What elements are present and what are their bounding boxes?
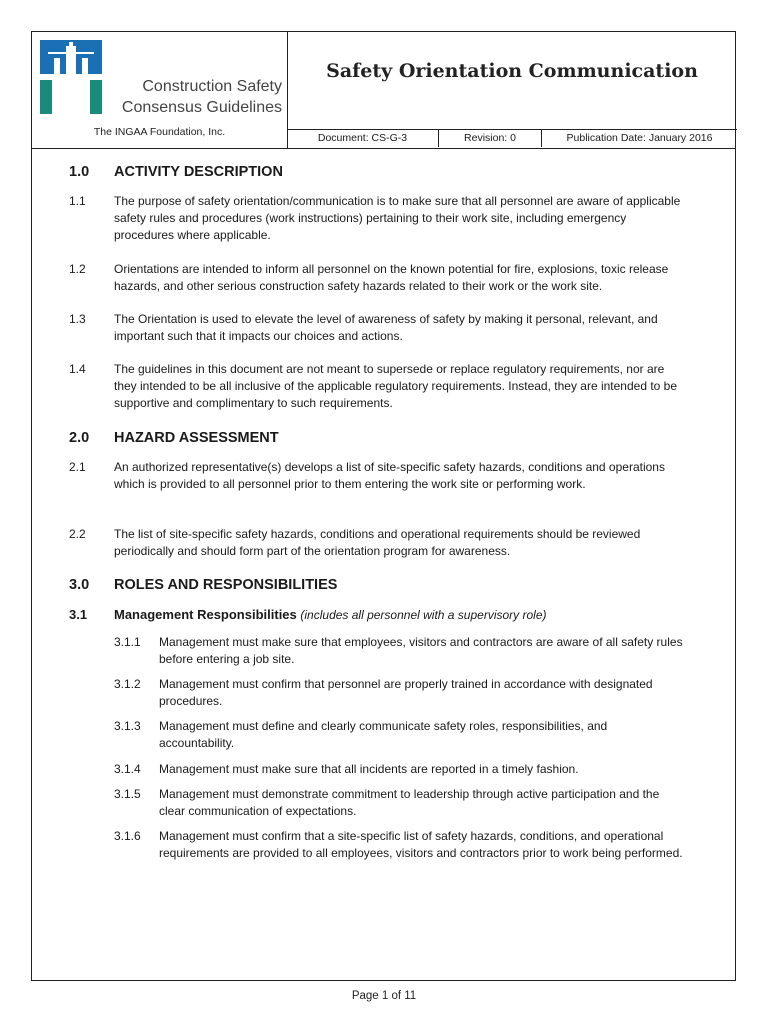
section-title: ROLES AND RESPONSIBILITIES bbox=[114, 577, 338, 593]
org-title-line1: Construction Safety bbox=[142, 78, 282, 95]
document-frame bbox=[31, 31, 736, 981]
document-meta-row bbox=[287, 129, 737, 148]
paragraph-text: An authorized representative(s) develops a list of site-specific safety hazards, conditions and operations which is provided to all personnel prior to them entering the work site or performing work. bbox=[114, 460, 665, 491]
ingaa-logo-icon bbox=[40, 40, 102, 114]
section-title: ACTIVITY DESCRIPTION bbox=[114, 164, 283, 180]
section-heading bbox=[69, 430, 279, 446]
logo-cell bbox=[32, 32, 288, 148]
paragraph-text: Orientations are intended to inform all personnel on the known potential for fire, explosions, toxic release hazards, and other serious construction safety hazards related to their work or the work site. bbox=[114, 262, 669, 293]
item-text: Management must make sure that all incidents are reported in a timely fashion. bbox=[159, 762, 579, 776]
paragraph-number: 1.2 bbox=[69, 262, 86, 276]
page-number: Page 1 of 11 bbox=[351, 990, 417, 1002]
document-header bbox=[32, 32, 735, 149]
revision-number: Revision: 0 bbox=[439, 130, 542, 147]
subsection-heading bbox=[69, 607, 547, 622]
item-text: Management must confirm that personnel are properly trained in accordance with designated procedures. bbox=[159, 677, 653, 708]
subsection-note: (includes all personnel with a supervisory role) bbox=[300, 608, 547, 622]
section-number: 2.0 bbox=[69, 430, 90, 446]
paragraph-number: 1.3 bbox=[69, 312, 86, 326]
foundation-name: The INGAA Foundation, Inc. bbox=[93, 126, 226, 138]
section-number: 1.0 bbox=[69, 164, 90, 180]
item-text: Management must define and clearly communicate safety roles, responsibilities, and accountability. bbox=[159, 719, 608, 750]
subsection-title: Management Responsibilities bbox=[114, 607, 297, 622]
publication-date: Publication Date: January 2016 bbox=[566, 132, 713, 144]
item-number: 3.1.5 bbox=[114, 787, 141, 801]
paragraph-number: 1.4 bbox=[69, 362, 86, 376]
section-heading bbox=[69, 577, 337, 593]
paragraph-text: The Orientation is used to elevate the level of awareness of safety by making it personal, relevant, and important such that it impacts our choices and actions. bbox=[114, 312, 658, 343]
document-number: Document: CS-G-3 bbox=[287, 130, 439, 147]
item-number: 3.1.1 bbox=[114, 635, 141, 649]
section-heading bbox=[69, 164, 283, 180]
item-number: 3.1.2 bbox=[114, 677, 141, 691]
section-number: 3.0 bbox=[69, 577, 90, 593]
paragraph-number: 2.2 bbox=[69, 527, 86, 541]
item-number: 3.1.6 bbox=[114, 829, 141, 843]
org-title bbox=[114, 76, 282, 118]
section-title: HAZARD ASSESSMENT bbox=[114, 430, 279, 446]
item-text: Management must make sure that employees, visitors and contractors are aware of all safety rules before entering a job site. bbox=[159, 635, 683, 666]
item-text: Management must demonstrate commitment to leadership through active participation and the clear communication of expectations. bbox=[159, 787, 660, 818]
org-title-line2: Consensus Guidelines bbox=[121, 99, 282, 116]
item-text: Management must confirm that a site-specific list of safety hazards, conditions, and operational requirements are provided to all employees, visitors and contractors prior to work being performed. bbox=[159, 829, 683, 860]
item-number: 3.1.4 bbox=[114, 762, 141, 776]
paragraph-text: The purpose of safety orientation/communication is to make sure that all personnel are aware of applicable safety rules and procedures (work instructions) pertaining to their work site, including emergency procedures where applicable. bbox=[114, 194, 681, 242]
subsection-number: 3.1 bbox=[69, 607, 88, 622]
document-title: Safety Orientation Communication bbox=[326, 60, 698, 82]
paragraph-number: 1.1 bbox=[69, 194, 86, 208]
paragraph-number: 2.1 bbox=[69, 460, 86, 474]
item-number: 3.1.3 bbox=[114, 719, 141, 733]
paragraph-text: The list of site-specific safety hazards, conditions and operational requirements should be reviewed periodically and should form part of the orientation program for awareness. bbox=[114, 527, 641, 558]
paragraph-text: The guidelines in this document are not meant to supersede or replace regulatory requirements, nor are they intended to be all inclusive of the applicable regulatory requirements. Instead, they are intended to be supportive and complimentary to such requirements. bbox=[114, 362, 678, 410]
